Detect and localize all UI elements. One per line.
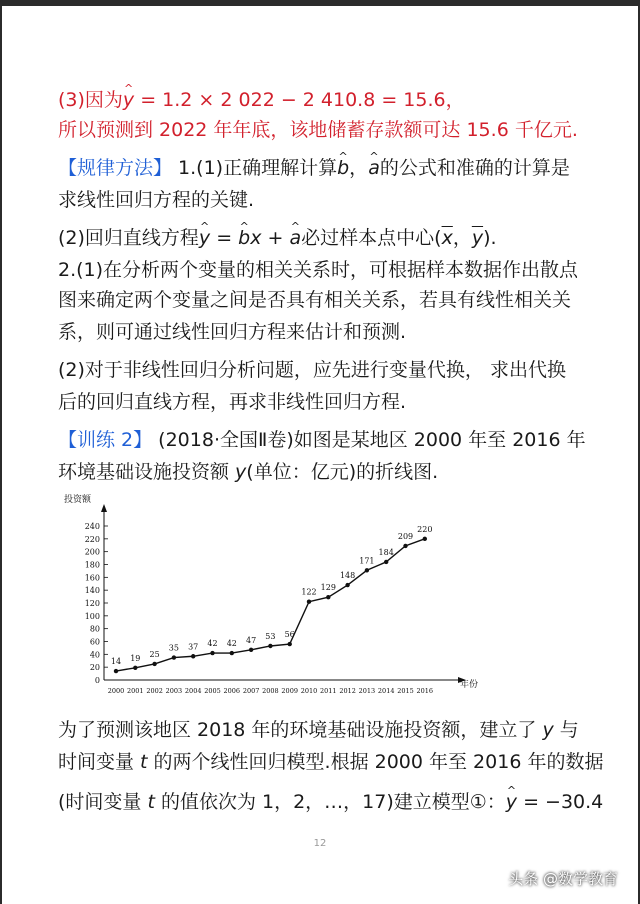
x-tick-label: 2010 [300, 687, 318, 695]
data-point [230, 651, 234, 655]
data-point [345, 583, 349, 587]
y-axis-label: 投资额 [64, 495, 92, 505]
method-line-2: 求线性回归方程的关键. [58, 189, 255, 211]
text-span: (时间变量 [58, 791, 148, 813]
data-label: 42 [207, 639, 218, 649]
data-label: 25 [149, 649, 160, 659]
x-tick-label: 2008 [262, 687, 279, 695]
x-axis-label: 年份 [460, 680, 479, 690]
exercise-line-2 [58, 460, 438, 484]
y-tick-label: 40 [89, 650, 100, 660]
x-tick-label: 2014 [377, 687, 395, 695]
text-span: 与 [553, 719, 579, 741]
method-line-6: 系，则可通过线性回归方程来估计和预测. [58, 321, 407, 343]
data-point [152, 662, 156, 666]
text-span: 时间变量 [58, 751, 141, 773]
text-span: 1.(1)正确理解计算 [172, 157, 338, 179]
text-span: = [210, 227, 239, 249]
text-span: ). [483, 227, 497, 249]
text-span: 的两个线性回归模型.根据 2000 年至 2016 年的数据 [147, 751, 604, 773]
data-point [326, 595, 330, 599]
x-tick-label: 2005 [204, 687, 221, 695]
data-label: 14 [110, 657, 122, 667]
x-var: x [250, 227, 262, 249]
y-tick-label: 220 [84, 534, 100, 544]
x-tick-label: 2003 [165, 687, 183, 695]
y-tick-label: 140 [84, 586, 100, 596]
y-axis-ticks [85, 522, 108, 685]
x-tick-label: 2009 [281, 687, 298, 695]
t-var: t [140, 751, 148, 773]
solution-line-2: 所以预测到 2022 年年底，该地储蓄存款额可达 15.6 千亿元. [58, 119, 578, 141]
y-tick-label: 60 [89, 637, 100, 647]
data-label: 171 [359, 556, 375, 566]
y-tick-label: 160 [84, 573, 100, 583]
data-label: 47 [246, 635, 257, 645]
text-span: 为了预测该地区 2018 年的环境基础设施投资额，建立了 [58, 719, 543, 741]
solution-line-1 [58, 88, 465, 112]
method-line-3 [58, 226, 497, 250]
data-point [307, 600, 311, 604]
investment-line-chart [50, 488, 490, 698]
x-tick-label: 2012 [339, 687, 356, 695]
y-var: y [542, 719, 554, 741]
data-label: 56 [284, 630, 295, 640]
x-tick-label: 2000 [107, 687, 125, 695]
text-span: 环境基础设施投资额 [58, 461, 236, 483]
data-label: 209 [397, 531, 414, 541]
text-span: = 1.2 × 2 022 − 2 410.8 = 15.6， [134, 89, 465, 111]
a-hat: ^ a [289, 226, 301, 250]
exercise-line-4 [58, 750, 603, 774]
data-label: 42 [226, 639, 237, 649]
y-tick-label: 240 [84, 522, 100, 531]
method-line-4: 2.(1)在分析两个变量的相关关系时，可根据样本数据作出散点 [58, 259, 579, 281]
text-span: 的值依次为 1，2，…，17)建立模型①： [154, 791, 506, 813]
data-label: 148 [339, 571, 356, 581]
text-span: + [261, 227, 290, 249]
b-hat: ^ b [238, 226, 250, 250]
x-tick-label: 2006 [223, 687, 241, 695]
data-point [191, 654, 195, 658]
data-label: 122 [301, 587, 317, 597]
exercise-line-3 [58, 718, 579, 742]
y-tick-label: 0 [94, 676, 100, 685]
text-span: (2)回归直线方程 [58, 227, 199, 249]
method-line-5: 图来确定两个变量之间是否具有相关关系，若具有线性相关关 [58, 289, 572, 311]
y-tick-label: 120 [84, 599, 100, 608]
data-point [288, 642, 292, 646]
data-point [423, 537, 427, 541]
x-tick-label: 2011 [320, 687, 337, 695]
data-point [133, 666, 137, 670]
text-span: = −30.4 [517, 791, 604, 813]
text-span: (3)因为 [58, 89, 123, 111]
data-label: 19 [130, 653, 141, 663]
x-tick-label: 2013 [358, 687, 376, 695]
exercise-line-1 [58, 428, 586, 452]
data-label: 35 [168, 643, 179, 653]
exercise-line-5 [58, 790, 603, 814]
method-line-1 [58, 156, 570, 180]
page-number: 12 [313, 838, 327, 849]
data-label: 53 [265, 631, 276, 641]
data-label: 37 [188, 642, 199, 652]
watermark: 头条 @数学教育 [508, 870, 618, 888]
text-span: 必过样本点中心( [301, 227, 442, 249]
data-point [403, 544, 407, 548]
data-point [365, 568, 369, 572]
data-label: 184 [378, 547, 394, 557]
method-tag: 【规律方法】 [58, 157, 173, 179]
data-point [172, 655, 176, 659]
data-label: 129 [320, 583, 336, 593]
y-tick-label: 80 [89, 624, 100, 634]
data-label: 220 [417, 524, 433, 534]
b-hat: ^ b [337, 156, 349, 180]
data-point [384, 560, 388, 564]
text-span: (单位：亿元)的折线图. [246, 461, 439, 483]
data-point [210, 651, 214, 655]
page-left-border [0, 0, 2, 904]
data-point [114, 669, 118, 673]
method-line-8: 后的回归直线方程，再求非线性回归方程. [58, 391, 407, 413]
x-tick-label: 2007 [242, 687, 260, 695]
series-line [116, 539, 425, 671]
text-span: 的公式和准确的计算是 [379, 157, 570, 179]
t-var: t [147, 791, 155, 813]
text-span: ， [349, 157, 369, 179]
a-hat: ^ a [368, 156, 380, 180]
x-tick-label: 2016 [416, 687, 434, 695]
x-tick-label: 2015 [397, 687, 414, 695]
y-hat: ^ y [199, 226, 210, 250]
x-axis-ticks [108, 687, 433, 695]
y-tick-label: 180 [84, 560, 100, 570]
text-span: ， [452, 227, 472, 249]
page-top-border [0, 0, 640, 6]
y-bar: $\overline{y}$ [471, 227, 484, 249]
data-point [249, 648, 253, 652]
y-tick-label: 20 [89, 663, 100, 673]
data-point [268, 644, 272, 648]
text-span: (2018·全国Ⅱ卷)如图是某地区 2000 年至 2016 年 [152, 429, 586, 451]
y-hat: ^ y [123, 88, 134, 112]
x-bar: $\overline{x}$ [441, 227, 453, 249]
x-tick-label: 2001 [127, 687, 144, 695]
method-line-7: (2)对于非线性回归分析问题，应先进行变量代换， 求出代换 [58, 359, 566, 381]
y-tick-label: 100 [84, 611, 100, 621]
x-tick-label: 2002 [146, 687, 163, 695]
y-var: y [235, 461, 247, 483]
exercise-tag: 【训练 2】 [58, 429, 153, 451]
y-axis-arrow [101, 504, 107, 512]
y-tick-label: 200 [84, 547, 100, 557]
y-hat: ^ y [506, 790, 517, 814]
data-points [114, 537, 427, 674]
x-tick-label: 2004 [184, 687, 202, 695]
